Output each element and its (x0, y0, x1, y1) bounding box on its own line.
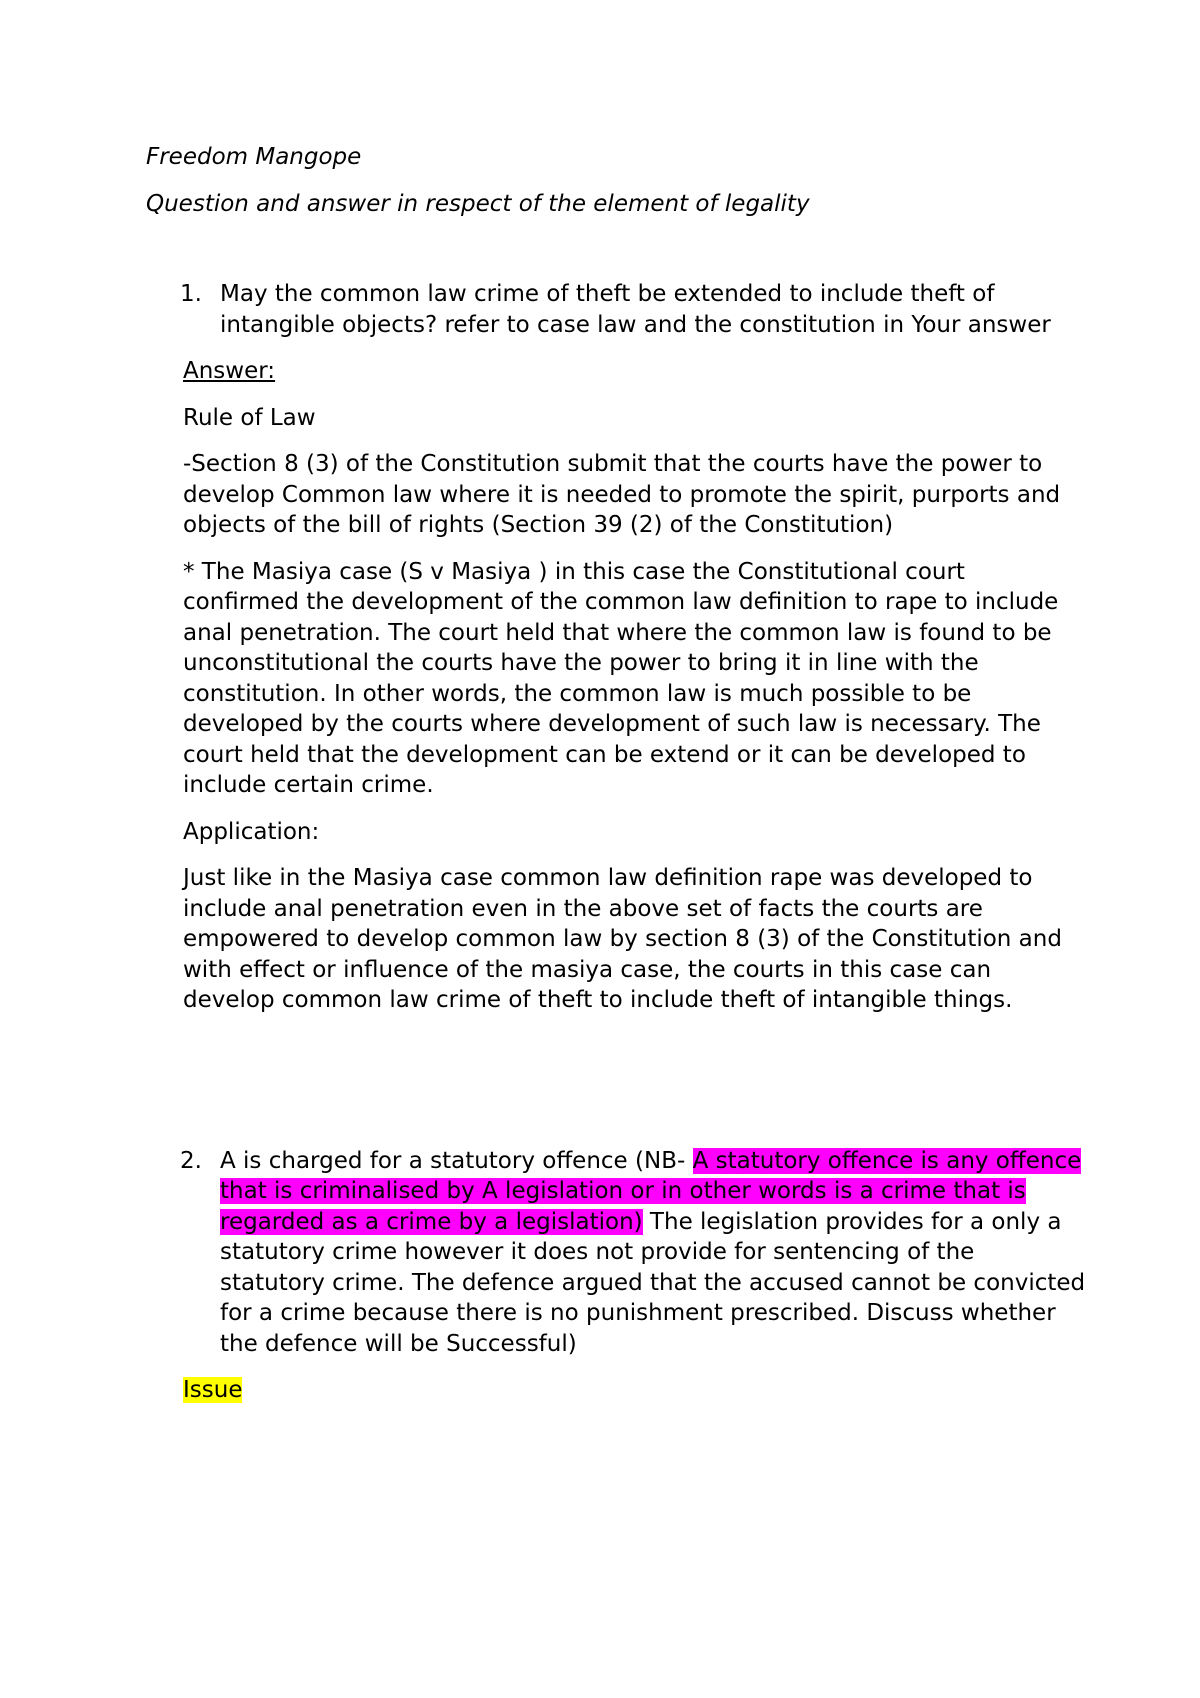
question-1-text: May the common law crime of theft be extended to include theft of intangible objects? refer to case law and the constitution in Your answer (220, 281, 1051, 338)
question-1-number: 1. (180, 281, 202, 307)
answer-label: Answer: (183, 358, 276, 384)
masiya-paragraph: * The Masiya case (S v Masiya ) in this case the Constitutional court confirmed the development of the common law definition to rape to include anal penetration. The court held that where the common law is found to be unconstitutional the courts have the power to bring it in line with the constitution. In other words, the common law is much possible to be developed by the courts where development of such law is necessary. The court held that the development can be extend or it can be developed to include certain crime. (183, 558, 1059, 798)
application-heading: Application: (183, 818, 320, 845)
application-text: Just like in the Masiya case common law definition rape was developed to include anal penetration even in the above set of facts the courts are empowered to develop common law by section 8 (3) of the Constitution and with effect or influence of the masiya case, the courts in this case can develop common law crime of theft to include theft of intangible things. (183, 865, 1062, 1013)
rule-text: -Section 8 (3) of the Constitution submit that the courts have the power to develop Common law where it is needed to promote the spirit, purports and objects of the bill of rights (Section 39 (2) of the Constitution) (183, 451, 1061, 538)
question-2-highlighted-definition: A statutory offence is any offence that is criminalised by A legislation or in other words is a crime that is regarded as a crime by a legislation) (220, 1147, 1082, 1235)
issue-label: Issue (183, 1377, 243, 1403)
spacer (146, 1032, 1086, 1146)
question-1 (146, 279, 1086, 340)
document-body (146, 142, 1086, 1422)
question-2-number: 2. (180, 1147, 202, 1174)
author-name: Freedom Mangope (146, 144, 362, 170)
question-2 (146, 1146, 1086, 1360)
rule-heading: Rule of Law (183, 404, 316, 431)
issue-paragraph (183, 1375, 1086, 1406)
spacer (146, 235, 1086, 279)
question-2-text-after: The legislation provides for a only a statutory crime however it does not provide for sentencing of the statutory crime. The defence argued that the accused cannot be convicted for a crime because there is no punishment prescribed. Discuss whether the defence will be Successful) (220, 1208, 1086, 1357)
question-2-text-before: A is charged for a statutory offence (NB- (220, 1147, 693, 1174)
document-subtitle: Question and answer in respect of the element of legality (146, 190, 810, 217)
